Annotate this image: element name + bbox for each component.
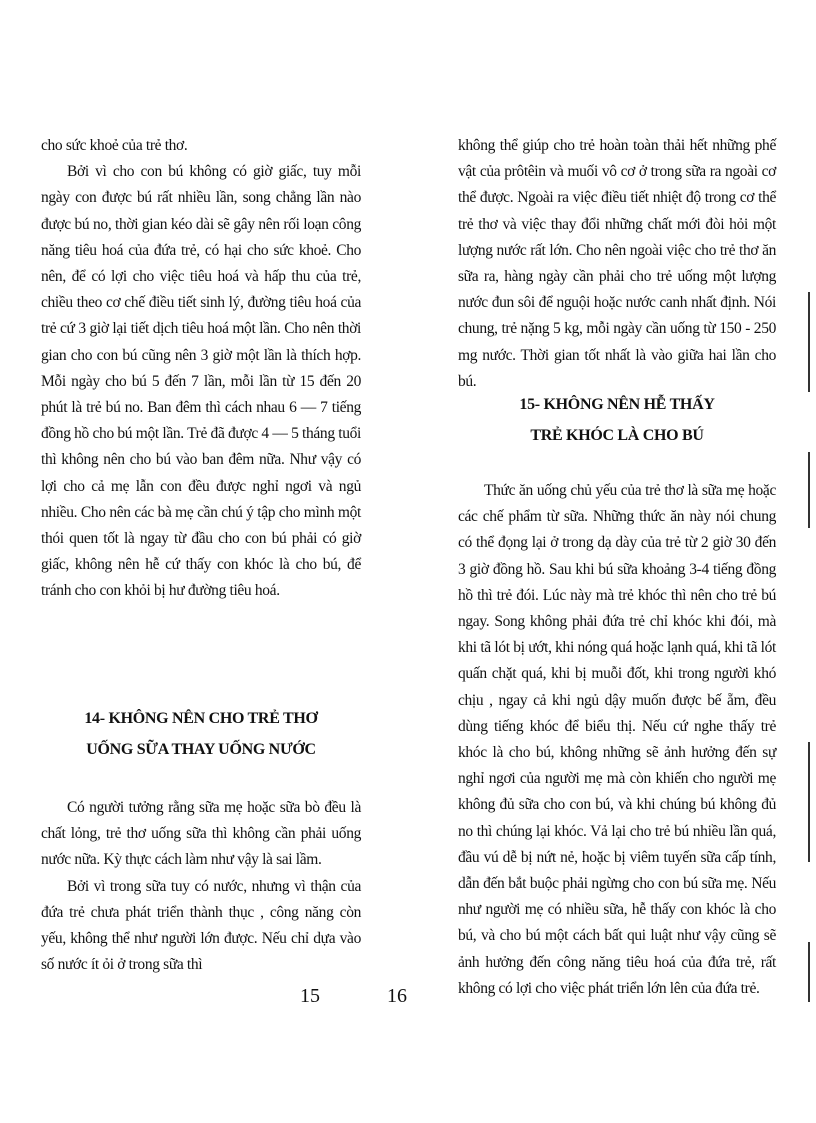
- page-edge-mark: [808, 742, 810, 862]
- right-page-body: [458, 133, 776, 395]
- heading-line: UỐNG SỮA THAY UỐNG NƯỚC: [86, 741, 316, 758]
- paragraph: Bởi vì trong sữa tuy có nước, nhưng vì thận của đứa trẻ chưa phát triển thành thục , công năng còn yếu, không thể như người lớn được. Nếu chỉ dựa vào số nước ít ỏi ở trong sữa thì: [41, 877, 361, 974]
- paragraph: không thể giúp cho trẻ hoàn toàn thải hết những phế vật của prôtêin và muối vô cơ ở trong sữa ra ngoài cơ thể được. Ngoài ra việc điều tiết nhiệt độ trong cơ thể trẻ thơ và việc thay đổi những chất mới đòi hỏi một lượng nước rất lớn. Cho nên ngoài việc cho trẻ thơ ăn sữa ra, hàng ngày cần phải cho trẻ uống một lượng nước đun sôi để nguội hoặc nước canh nhất định. Nói chung, trẻ nặng 5 kg, mỗi ngày cần uống từ 150 - 250 mg nước. Thời gian tốt nhất là vào giữa hai lần cho bú.: [458, 137, 776, 390]
- page-number-right: 16: [387, 985, 407, 1007]
- page-number-left: 15: [300, 985, 320, 1007]
- heading-line: TRẺ KHÓC LÀ CHO BÚ: [530, 427, 704, 444]
- section-heading-14: [41, 703, 361, 765]
- page-edge-mark: [808, 292, 810, 392]
- right-page-body-2: [458, 478, 776, 1002]
- heading-line: 15- KHÔNG NÊN HỄ THẤY: [519, 396, 715, 413]
- heading-line: 14- KHÔNG NÊN CHO TRẺ THƠ: [84, 710, 318, 727]
- paragraph: Có người tưởng rằng sữa mẹ hoặc sữa bò đều là chất lỏng, trẻ thơ uống sữa thì không cần phải uống nước nữa. Kỳ thực cách làm như vậy là sai lầm.: [41, 799, 361, 869]
- left-page-body: [41, 133, 361, 605]
- paragraph: cho sức khoẻ của trẻ thơ.: [41, 137, 188, 154]
- page-edge-mark: [808, 452, 810, 528]
- section-heading-15: [458, 389, 776, 451]
- left-page-body-2: [41, 795, 361, 978]
- paragraph: Thức ăn uống chủ yếu của trẻ thơ là sữa mẹ hoặc các chế phẩm từ sữa. Những thức ăn này nói chung có thể đọng lại ở trong dạ dày của trẻ từ 2 giờ 30 đến 3 giờ đồng hồ. Sau khi bú sữa khoảng 3-4 tiếng đồng hồ thì trẻ đói. Lúc này mà trẻ khóc thì nên cho trẻ bú ngay. Song không phải đứa trẻ chỉ khóc khi đói, mà khi tã lót bị ướt, khi nóng quá hoặc lạnh quá, khi tã lót quấn chặt quá, khi bị muỗi đốt, khi trong người khó chịu , ngay cả khi ngủ dậy muốn được bế ẵm, đều dùng tiếng khóc để biểu thị. Nếu cứ nghe thấy trẻ khóc là cho bú, không những sẽ ảnh hưởng đến sự nghỉ ngơi của người mẹ mà còn khiến cho người mẹ không đủ sữa cho con bú, và khi chúng bú không đủ no thì chúng lại khóc. Vả lại cho trẻ bú nhiều lần quá, đầu vú dễ bị nứt nẻ, hoặc bị viêm tuyến sữa cấp tính, dẫn đến bắt buộc phải ngừng cho con bú sữa mẹ. Nếu như người mẹ có nhiều sữa, hễ thấy con khóc là cho bú, và cho bú một cách bất qui luật như vậy cũng sẽ ảnh hưởng đến công năng tiêu hoá của đứa trẻ, rất không có lợi cho việc phát triển lớn lên của đứa trẻ.: [458, 482, 776, 997]
- page-edge-mark: [808, 942, 810, 1002]
- paragraph: Bởi vì cho con bú không có giờ giấc, tuy mỗi ngày con được bú rất nhiều lần, song chẳng lần nào được bú no, thời gian kéo dài sẽ gây nên rối loạn công năng tiêu hoá của đứa trẻ, có hại cho sức khoẻ. Cho nên, để có lợi cho việc tiêu hoá và hấp thu của trẻ, chiều theo cơ chế điều tiết sinh lý, đường tiêu hoá của trẻ cứ 3 giờ lại tiết dịch tiêu hoá một lần. Cho nên thời gian cho con bú cũng nên 3 giờ một lần là thích hợp. Mỗi ngày cho bú 5 đến 7 lần, mỗi lần từ 15 đến 20 phút là trẻ bú no. Ban đêm thì cách nhau 6 — 7 tiếng đồng hồ cho bú một lần. Trẻ đã được 4 — 5 tháng tuổi thì không nên cho bú vào ban đêm nữa. Như vậy có lợi cho cả mẹ lẫn con đều được nghỉ ngơi và ngủ nhiều. Cho nên các bà mẹ cần chú ý tập cho mình một thói quen tốt là ngay từ đầu cho con bú phải có giờ giấc, không nên hễ cứ thấy con khóc là cho bú, để tránh cho con khỏi bị hư đường tiêu hoá.: [41, 163, 361, 600]
